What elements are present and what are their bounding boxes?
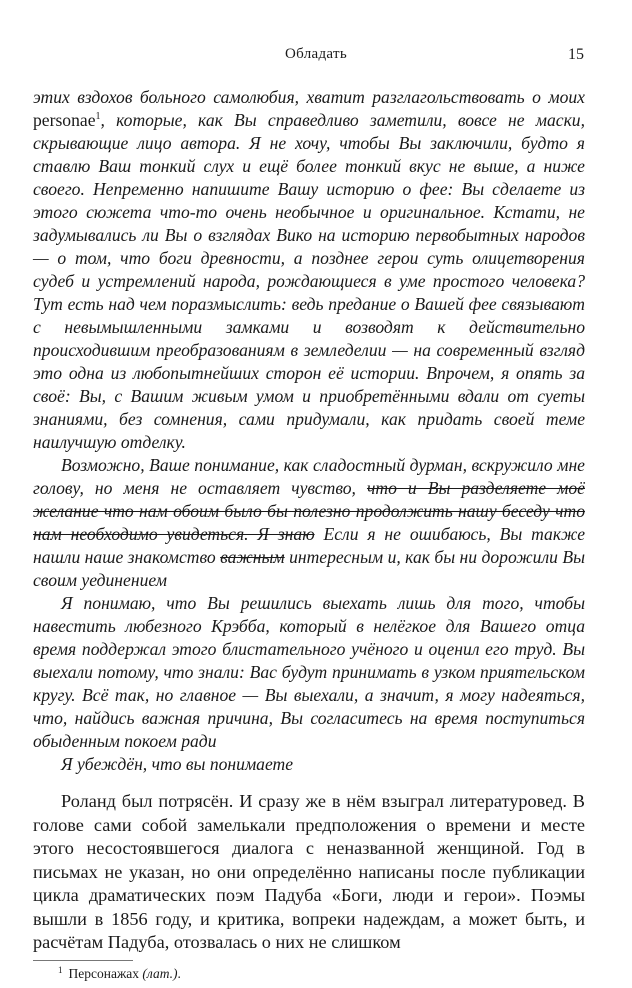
narrative-paragraph-1: Роланд был потрясён. И сразу же в нём взыграл литературовед. В голове сами собой замелькали предположения о времени и месте этого несостоявшегося диалога с неназванной женщиной. Год в письмах не указан, но они определённо написаны после публикации цикла драматических поэм Падуба «Боги, люди и герои». Поэмы вышли в 1856 году, и критика, вопреки надеждам, а может быть, и расчётам Падуба, отозвалась о них не слишком [33,791,585,952]
struck-through-word: важным [220,547,285,567]
footnote-mark: 1 [58,965,63,975]
narrative-text [33,790,585,955]
footnote-text: Персонажах [68,966,143,981]
letter-paragraph-3: Я понимаю, что Вы решились выехать лишь для того, чтобы навестить любезного Крэбба, который в нелёгкое для Вашего отца время поддержал этого блистательного учёного и оценил его труд. Вы выехали потому, что знали: Вас будут принимать в узком приятельском кругу. Всё так, но главное — Вы выехали, а значит, я могу надеяться, что, найдись важная причина, Вы согласитесь на время поступиться обыденным покоем ради [33,593,585,751]
footnote-ref: 1 [95,111,101,122]
footnote-language-note: (лат.) [142,966,178,981]
running-title: Обладать [285,46,347,62]
letter-draft [33,86,585,776]
latin-term: personae [33,110,96,130]
footnote-divider [33,960,133,961]
running-head [0,46,632,68]
page-number: 15 [568,46,584,63]
letter-paragraph-2: Возможно, Ваше понимание, как сладостный дурман, вскружило мне голову, но меня не оставляет чувство, что и Вы разделяете моё желание что нам обоим было бы полезно продолжить нашу беседу что нам необходимо увидеться. Я знаю Если я не ошибаюсь, Вы также нашли наше знакомство важным интересным и, как бы ни дорожили Вы своим уединением [33,455,586,590]
letter-paragraph-1: этих вздохов больного самолюбия, хватит разглагольствовать о моих personae$^1$, которые, как Вы справедливо заметили, вовсе не маски, скрывающие лицо автора. Я не хочу, чтобы Вы заключили, будто я ставлю Ваш тонкий слух и ещё более тонкий вкус не выше, а ниже своего. Непременно напишите Вашу историю о фее: Вы сделаете из этого сюжета что-то очень необычное и оригинальное. Кстати, не задумывались ли Вы о взглядах Вико на историю первобытных народов — о том, что боги древности, а позднее герои суть олицетворения судеб и устремлений народа, рождающиеся в уме простого человека? Тут есть над чем поразмыслить: ведь предание о Вашей фее связывают с невымышленными замками и возводят к действительно происходившим преобразованиям в земледелии — на современный взгляд это одна из любопытнейших сторон её истории. Впрочем, я опять за своё: Вы, с Вашим живым умом и приобретёнными вдали от суеты знаниями, без сомнения, сами придумали, как придать своей теме наилучшую отделку. [33,87,585,452]
footnote: $^1$ Персонажах (лат.). [58,965,181,981]
letter-paragraph-4: Я убеждён, что вы понимаете [61,754,294,774]
struck-through-text: что и Вы разделяете моё желание что нам обоим было бы полезно продолжить нашу беседу что нам необходимо увидеться. Я знаю [33,478,585,544]
